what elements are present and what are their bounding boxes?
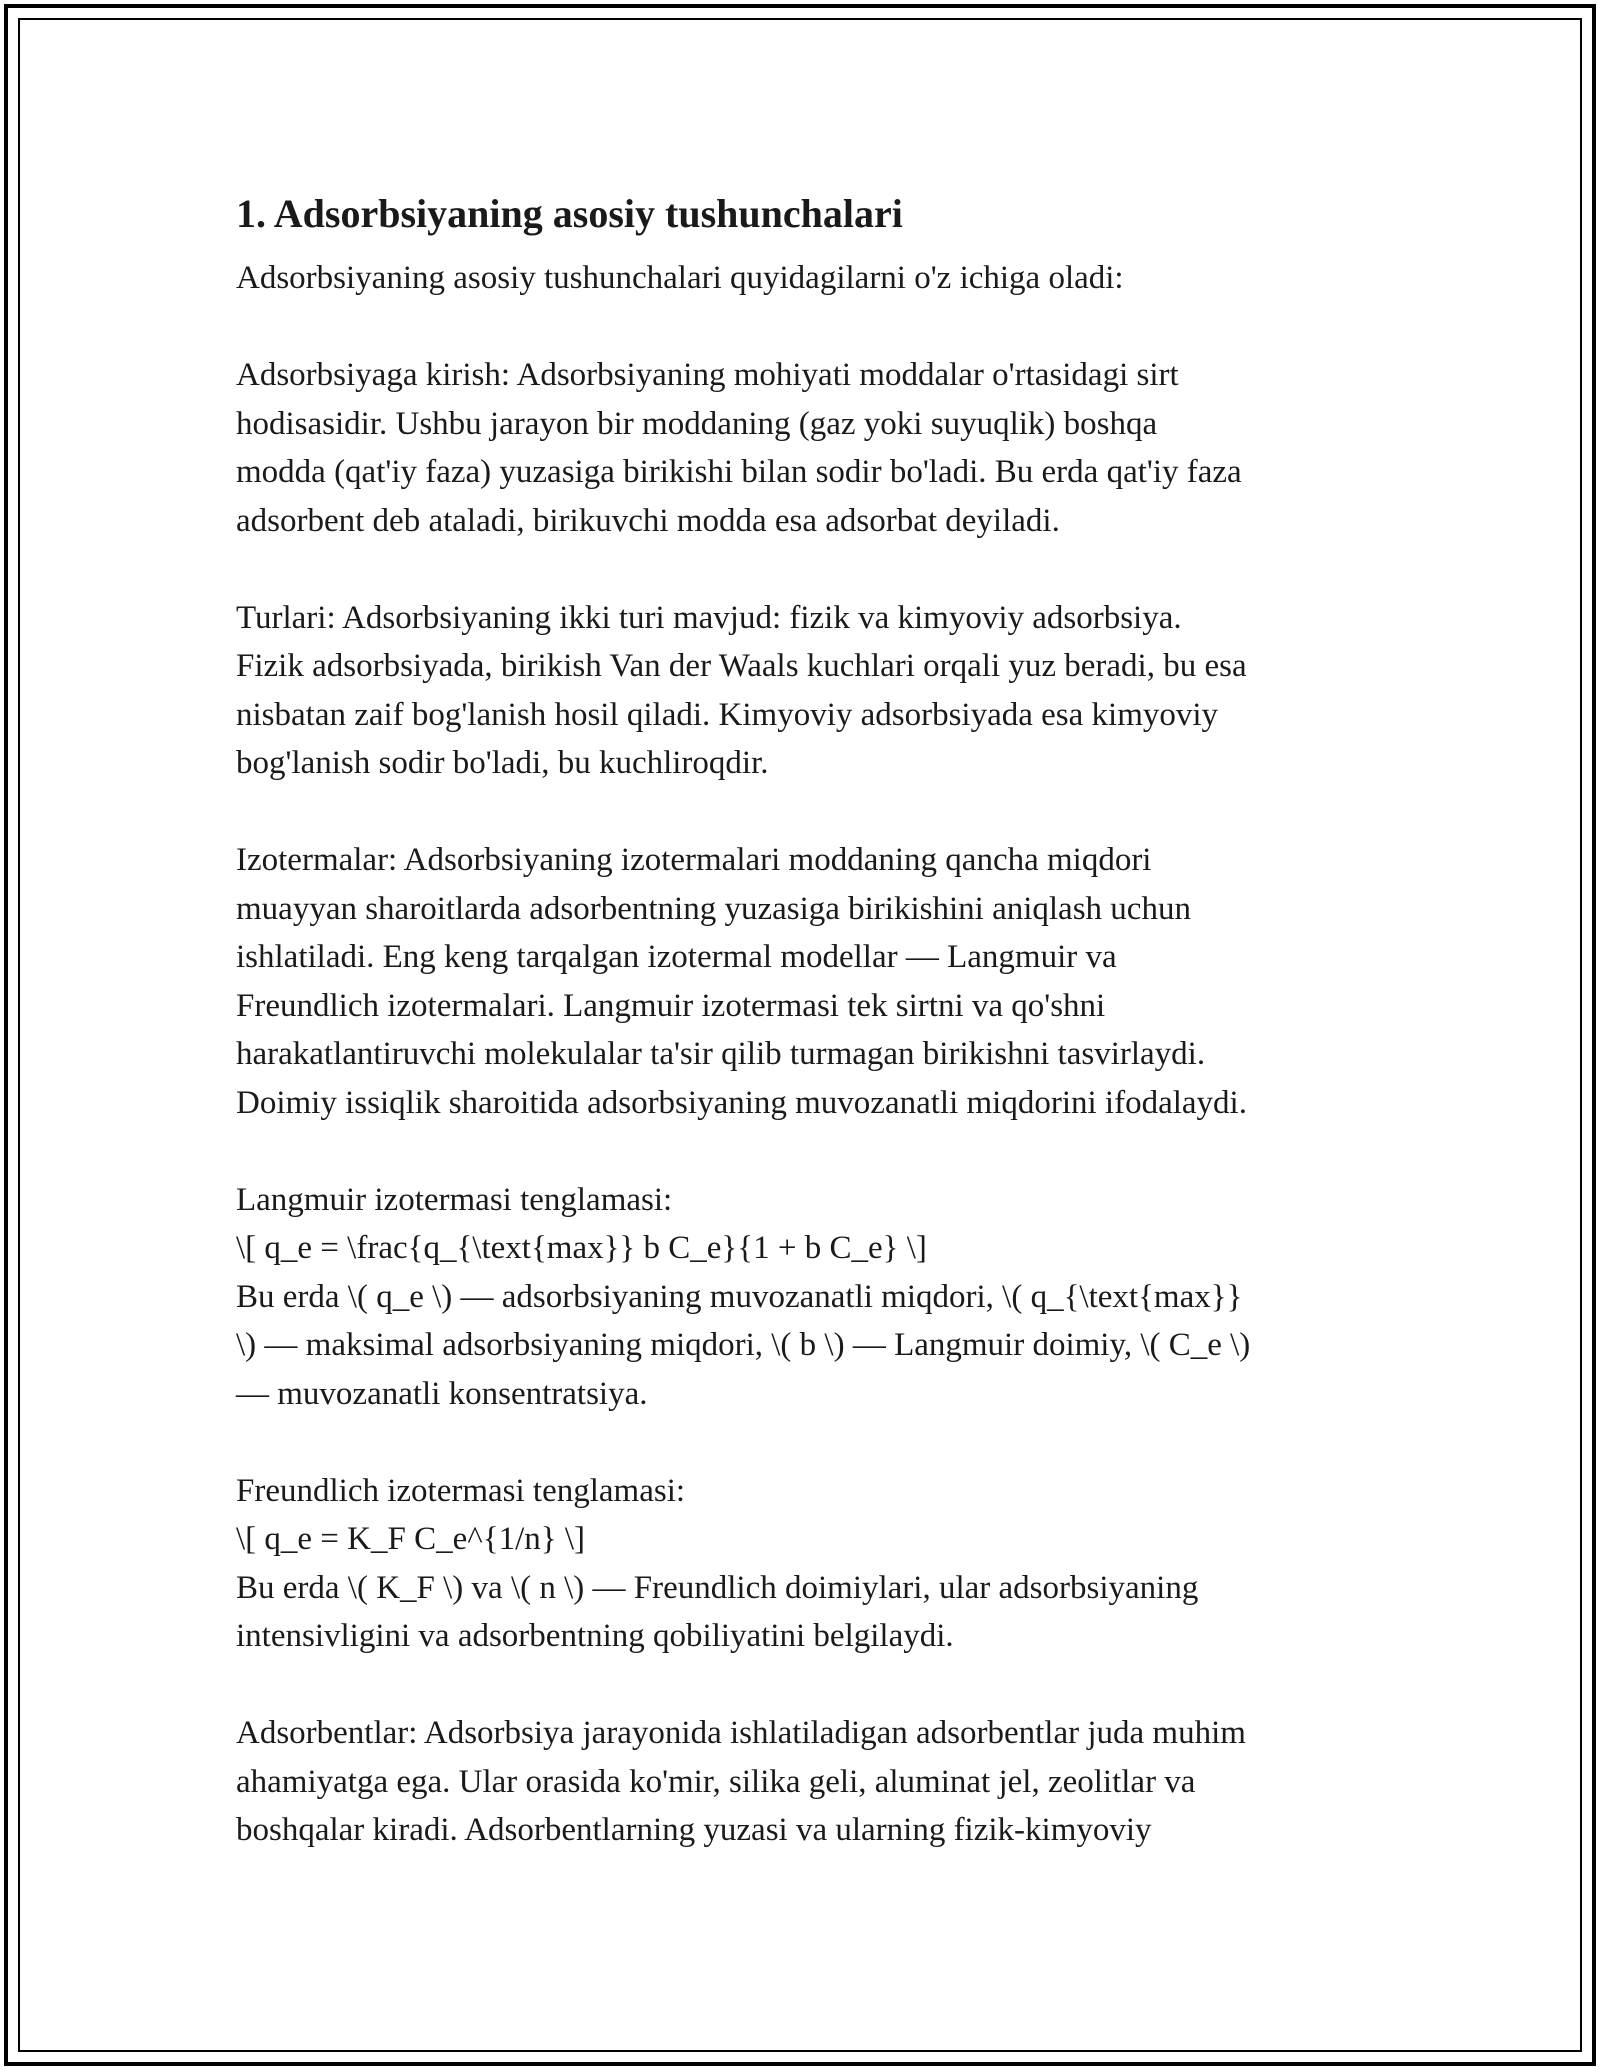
- text-line: Izotermalar: Adsorbsiyaning izotermalari moddaning qancha miqdori: [236, 842, 1152, 878]
- text-line: — muvozanatli konsentratsiya.: [236, 1375, 648, 1412]
- paragraph: [236, 254, 1376, 303]
- paragraph: [236, 1709, 1376, 1855]
- paragraph-list: [236, 254, 1376, 1855]
- text-line: intensivligini va adsorbentning qobiliyatini belgilaydi.: [236, 1618, 954, 1654]
- text-line: bog'lanish sodir bo'ladi, bu kuchliroqdir.: [236, 745, 769, 781]
- text-line: Adsorbsiyaning asosiy tushunchalari quyidagilarni o'z ichiga oladi:: [236, 260, 1124, 296]
- text-line: Bu erda \( q_e \) — adsorbsiyaning muvozanatli miqdori, \( q_{\text{max}}: [236, 1278, 1243, 1315]
- text-line: muayyan sharoitlarda adsorbentning yuzasiga birikishini aniqlash uchun: [236, 890, 1191, 927]
- text-line: adsorbent deb ataladi, birikuvchi modda esa adsorbat deyiladi.: [236, 502, 1060, 539]
- text-line: \) — maksimal adsorbsiyaning miqdori, \( b \) — Langmuir doimiy, \( C_e \): [236, 1327, 1251, 1363]
- paragraph: [236, 1467, 1376, 1661]
- paragraph: [236, 1176, 1376, 1419]
- text-line: boshqalar kiradi. Adsorbentlarning yuzasi va ularning fizik-kimyoviy: [236, 1812, 1152, 1848]
- text-line: Bu erda \( K_F \) va \( n \) — Freundlich doimiylari, ular adsorbsiyaning: [236, 1569, 1199, 1606]
- text-line: Turlari: Adsorbsiyaning ikki turi mavjud: fizik va kimyoviy adsorbsiya.: [236, 599, 1182, 636]
- text-line: Langmuir izotermasi tenglamasi:: [236, 1181, 673, 1218]
- text-line: ahamiyatga ega. Ular orasida ko'mir, silika geli, aluminat jel, zeolitlar va: [236, 1763, 1196, 1800]
- document-body: [236, 186, 1376, 1903]
- text-line: \[ q_e = \frac{q_{\text{max}} b C_e}{1 + b C_e} \]: [236, 1230, 927, 1266]
- text-line: Freundlich izotermalari. Langmuir izotermasi tek sirtni va qo'shni: [236, 987, 1106, 1024]
- text-line: modda (qat'iy faza) yuzasiga birikishi bilan sodir bo'ladi. Bu erda qat'iy faza: [236, 454, 1242, 490]
- text-line: hodisasidir. Ushbu jarayon bir moddaning (gaz yoki suyuqlik) boshqa: [236, 405, 1158, 442]
- text-line: Freundlich izotermasi tenglamasi:: [236, 1472, 686, 1509]
- section-heading: 1. Adsorbsiyaning asosiy tushunchalari: [236, 191, 903, 236]
- text-line: Fizik adsorbsiyada, birikish Van der Waals kuchlari orqali yuz beradi, bu esa: [236, 648, 1247, 684]
- paragraph: [236, 836, 1376, 1127]
- text-line: nisbatan zaif bog'lanish hosil qiladi. Kimyoviy adsorbsiyada esa kimyoviy: [236, 696, 1219, 733]
- text-line: ishlatiladi. Eng keng tarqalgan izotermal modellar — Langmuir va: [236, 939, 1117, 975]
- paragraph: [236, 351, 1376, 545]
- text-line: \[ q_e = K_F C_e^{1/n} \]: [236, 1521, 585, 1557]
- text-line: Adsorbsiyaga kirish: Adsorbsiyaning mohiyati moddalar o'rtasidagi sirt: [236, 357, 1179, 393]
- text-line: Doimiy issiqlik sharoitida adsorbsiyaning muvozanatli miqdorini ifodalaydi.: [236, 1084, 1247, 1121]
- text-line: Adsorbentlar: Adsorbsiya jarayonida ishlatiladigan adsorbentlar juda muhim: [236, 1715, 1246, 1751]
- paragraph: [236, 594, 1376, 788]
- text-line: harakatlantiruvchi molekulalar ta'sir qilib turmagan birikishni tasvirlaydi.: [236, 1036, 1206, 1072]
